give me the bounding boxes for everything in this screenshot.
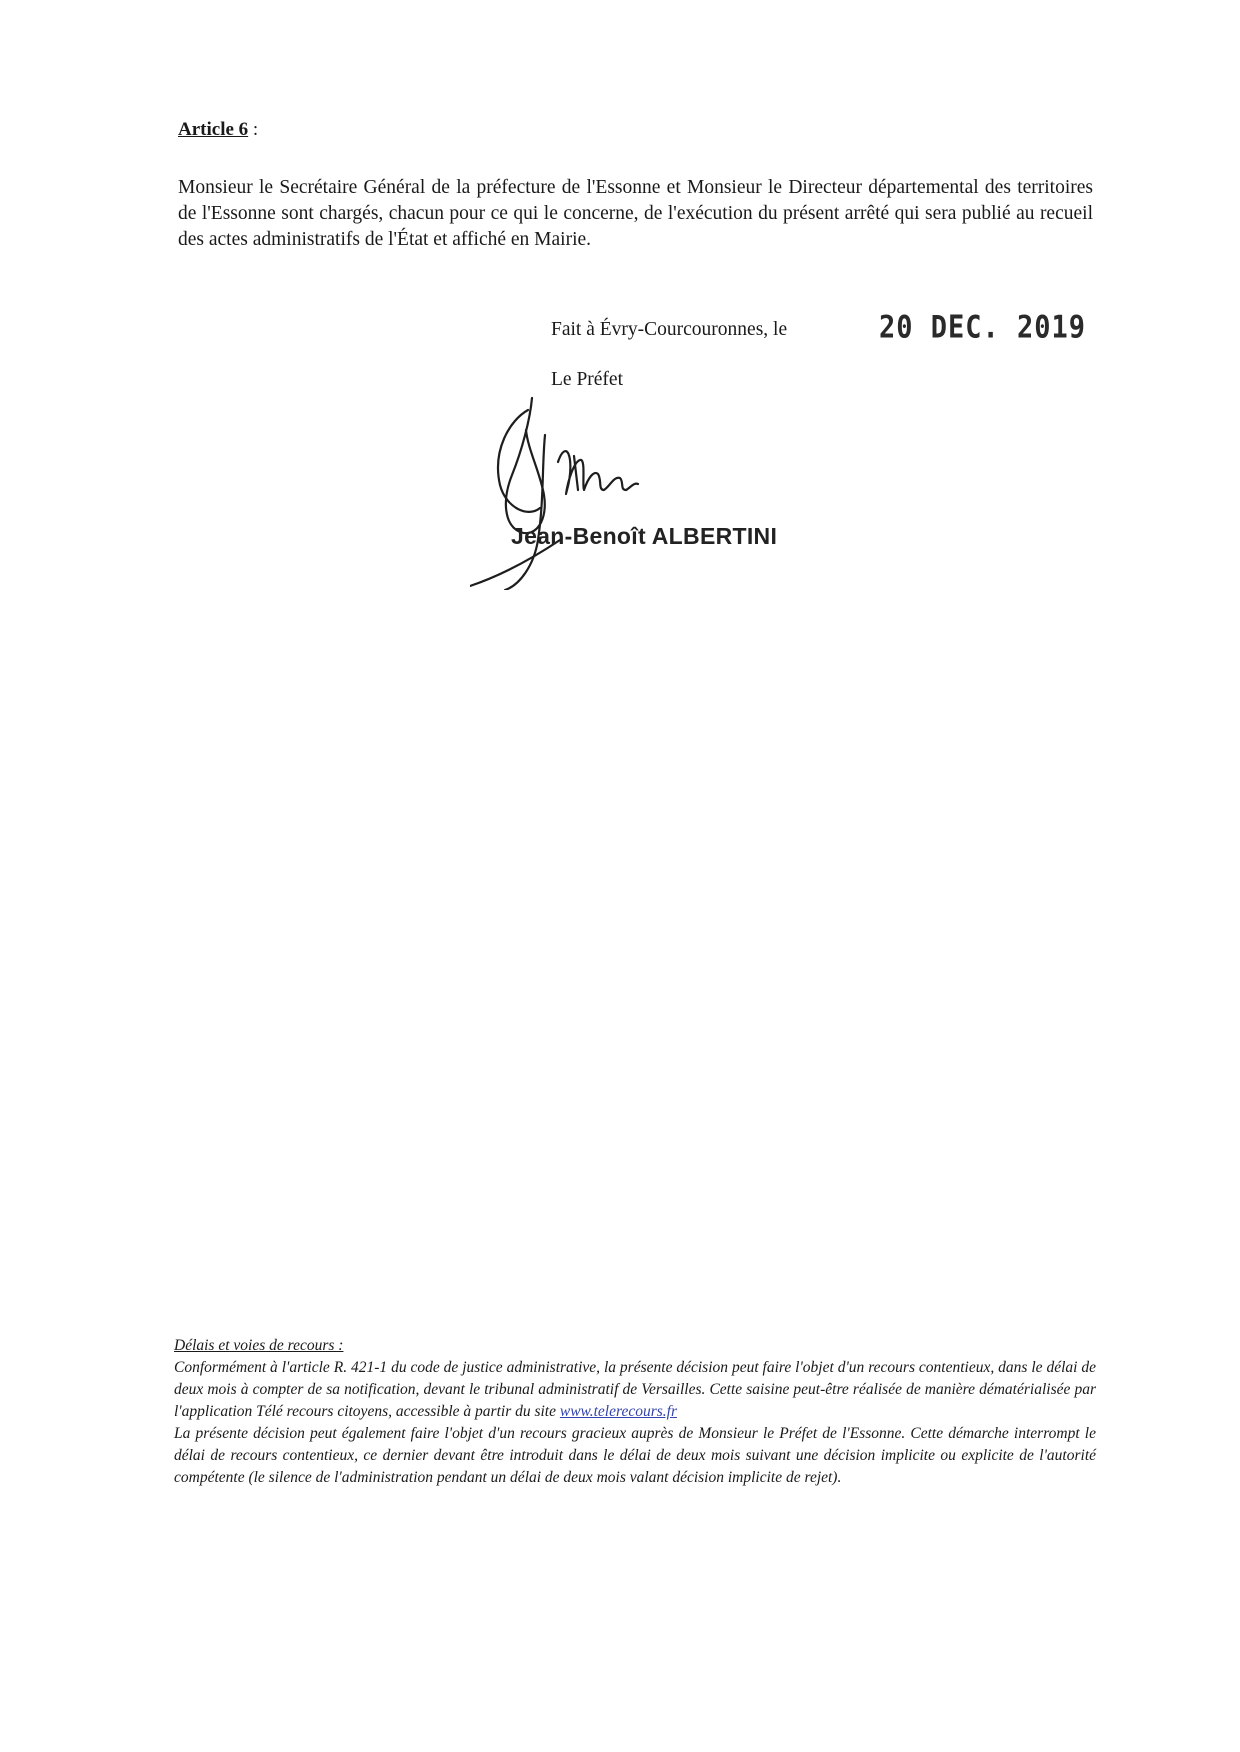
appeal-paragraph-litigation bbox=[174, 1357, 1096, 1423]
appeal-paragraph-gracious: La présente décision peut également faire l'objet d'un recours gracieux auprès de Monsieur le Préfet de l'Essonne. Cette démarche interrompt le délai de recours contentieux, ce dernier devant être introduit dans le délai de deux mois suivant une décision implicite ou explicite de l'autorité compétente (le silence de l'administration pendant un délai de deux mois valant décision implicite de rejet). bbox=[174, 1425, 1096, 1486]
signatory-name: Jean-Benoît ALBERTINI bbox=[511, 523, 778, 549]
telerecours-link[interactable]: www.telerecours.fr bbox=[559, 1403, 677, 1420]
handwritten-signature bbox=[470, 390, 730, 590]
appeal-notice bbox=[174, 1335, 1096, 1489]
made-at-line: Fait à Évry-Courcouronnes, le bbox=[551, 319, 788, 340]
appeal-paragraph-litigation-text: Conformément à l'article R. 421-1 du code de justice administrative, la présente décision peut faire l'objet d'un recours contentieux, dans le délai de deux mois à compter de sa notification, devant le tribunal administratif de Versailles. Cette saisine peut-être réalisée de manière dématérialisée par l'application Télé recours citoyens, accessible à partir du site bbox=[174, 1359, 1096, 1420]
prefect-label: Le Préfet bbox=[551, 369, 624, 390]
article-colon: : bbox=[248, 119, 259, 140]
appeal-heading: Délais et voies de recours : bbox=[174, 1337, 344, 1354]
article-label: Article 6 bbox=[178, 119, 249, 140]
article-body: Monsieur le Secrétaire Général de la préfecture de l'Essonne et Monsieur le Directeur départemental des territoires de l'Essonne sont chargés, chacun pour ce qui le concerne, de l'exécution du présent arrêté qui sera publié au recueil des actes administratifs de l'État et affiché en Mairie. bbox=[178, 177, 1093, 250]
article-heading bbox=[178, 119, 258, 141]
date-stamp: 20 DEC. 2019 bbox=[879, 309, 1087, 346]
